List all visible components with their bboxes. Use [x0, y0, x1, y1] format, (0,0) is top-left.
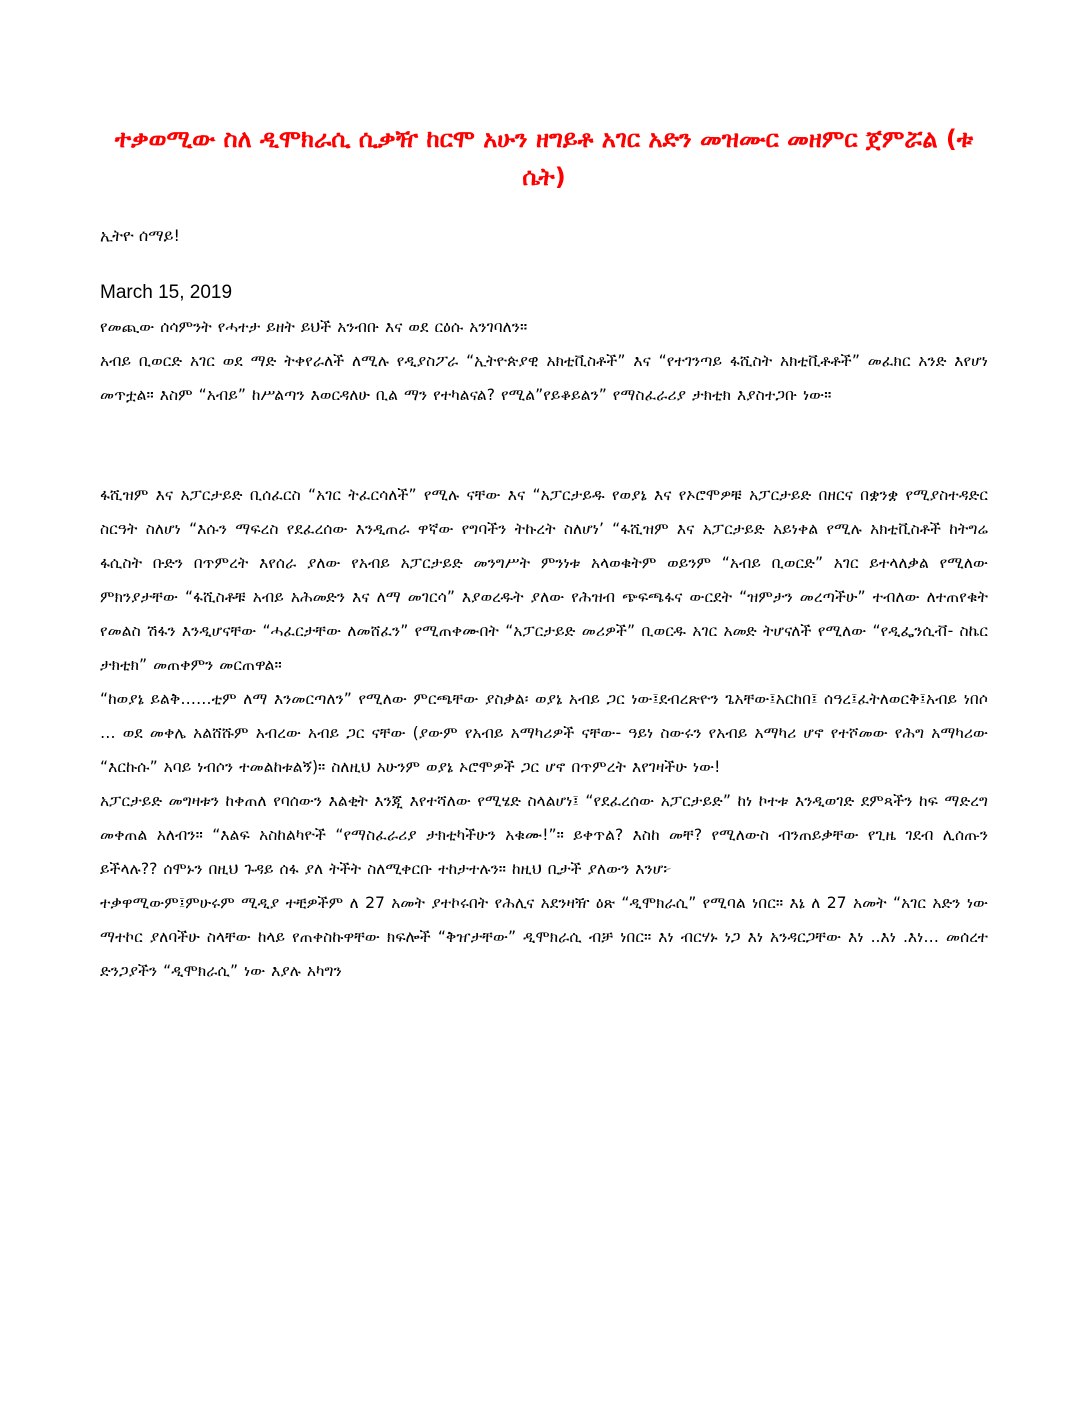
paragraph-1: አብይ ቢወርድ አገር ወደ ማድ ትቀየራለች ለሚሉ የዲያስፖራ “ኢትዮጵያዊ አክቲቪስቶች” እና “የተገንጣይ ፋሺስት አክቲቪቶቶች” መፈክር አንድ እየሆነ መጥቷል። እስም “አብይ” ከሥልጣን እወርዳለሁ ቢል ማን የተካልናል? የሚል”የይቆይልን” የማስፈራሪያ ታክቲክ እያስተጋቡ ነው። — [100, 352, 988, 404]
paragraph-4: አፓርታይድ መግዛቱን ከቀጠለ የባሰውን እልቂት እንጂ እየተሻለው የሚሄድ ስላልሆነ፤ “የደፈረሰው አፓርታይድ” ከነ ኮተቱ እንዲወገድ ደምጻችን ከፍ ማድረግ መቀጠል አለብን። “እልፍ አስከልካዮች “የማስፈራሪያ ታክቲካችሁን አቁሙ!”። ይቀጥል? እስከ መቸ? የሚለውስ ብንጠይቃቸው የጊዜ ገደብ ሊሰጡን ይችላሉ?? ሰሞኑን በዚህ ጉዳይ ሰፋ ያለ ትችት ስለሚቀርቡ ተከታተሉን። ከዚህ ቢታች ያለውን እንሆ፦ — [100, 792, 988, 878]
paragraph-intro: የመጪው ሰሳምንት የሓተታ ይዘት ይህች አንብቡ እና ወደ ርዕሱ አንገባለን። — [100, 318, 528, 336]
article-title: ተቃወሚው ስለ ዲሞክራሲ ሲቃዥ ከርሞ አሁን ዘግይቶ አገር አድን መዝሙር መዘምር ጀምሯል (ቱ ሴት) — [114, 125, 974, 191]
paragraph-3: “ከወያኔ ይልቅ……ቲም ለማ እንመርጣለን” የሚለው ምርጫቸው ያስቃል፡ ወያኔ አብይ ጋር ነው፤ደብረጽዮን ጌአቸው፤አርከበ፤ ሰዓረ፤ፈትለወርቅ፤አብይ ነበሶ … ወደ መቀሌ አልሸሹም አብረው አብይ ጋር ናቸው (ያውም የአብይ አማካሪዎች ናቸው- ዓይነ ስውሩን የአብይ አማካሪ ሆኖ የተሾመው የሕግ አማካሪው “እርኩሱ” አባይ ነብሶን ተመልከቱልኝ)። ስለዚህ አሁንም ወያኔ ኦሮሞዎች ጋር ሆኖ በጥምረት እየገዛችሁ ነው! — [100, 690, 988, 776]
paragraph-gap — [100, 412, 988, 478]
greeting-line: ኢትዮ ሰማይ! — [100, 226, 180, 245]
paragraph-5: ተቃዋሚውም፤ምሁሩም ሚዲያ ተቺዎችም ለ 27 አመት ያተኮሩበት የሕሊና አደንዛዥ ዕጽ “ዲሞክራሲ” የሚባል ነበር። እኔ ለ 27 አመት “አገር አድን ነው ማተኮር ያለባችሁ ስላቸው ከላይ የጠቀስኩዋቸው ክፍሎች “ቅዠታቸው” ዲሞክራሲ ብቻ ነበር። እነ ብርሃኑ ነጋ እነ አንዳርጋቸው እነ ..እነ .እነ… መሰረተ ድንጋያችን “ዲሞክራሲ” ነው እያሉ አካግን — [100, 894, 988, 980]
article-date: March 15, 2019 — [100, 282, 233, 303]
paragraph-2: ፋሺዝም እና አፓርታይድ ቢሰፈርስ “አገር ትፈርሳለች” የሚሉ ናቸው እና “አፓርታይዱ የወያኔ እና የኦሮሞዎቹ አፓርታይድ በዘርና በቋንቋ የሚያስተዳድር ስርዓት ስለሆነ “እሱን ማፍረስ የደፈረሰው እንዲጠራ ዋኛው የግባችን ትኩረት ስለሆነ’ “ፋሺዝም እና አፓርታይድ አይነቀል የሚሉ አክቲቪስቶች ከትግሬ ፋሲስት ቡድን በጥምረት እየሰራ ያለው የአብይ አፓርታይድ መንግሥት ምንነቱ አላወቁትም ወይንም “አብይ ቢወርድ” አገር ይተላለቃል የሚለው ምክንያታቸው “ፋሺስቶቹ አብይ አሕመድን እና ለማ መገርሳ” እያወረዱት ያለው የሕዝብ ጭፍጫፋና ውርደት “ዝምታን መረጣችሁ” ተብለው ለተጠየቁት የመልስ ሽፋን እንዲሆናቸው “ሓፈርታቸው ለመሸፈን” የሚጠቀሙበት “አፓርታይድ መሪዎች” ቢወርዱ አገር አመድ ትሆናለች የሚለው “የዲፌንሲቭ- ስኬር ታክቲክ” መጠቀምን መርጠዋል። — [100, 486, 988, 674]
